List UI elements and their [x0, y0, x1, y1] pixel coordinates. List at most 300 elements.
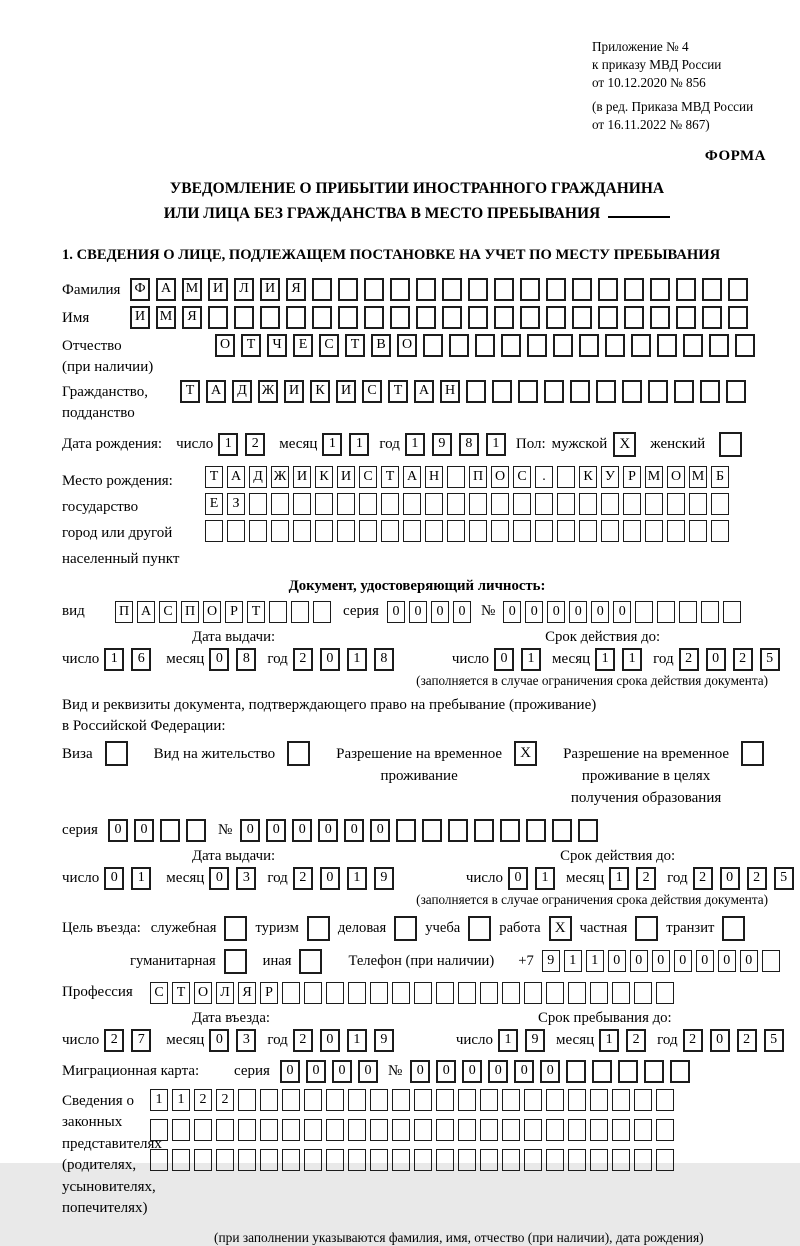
sex-male-checkbox[interactable]: X: [613, 432, 636, 457]
char-box[interactable]: [234, 306, 254, 329]
char-box[interactable]: [605, 334, 625, 357]
char-box[interactable]: [442, 278, 462, 301]
char-box[interactable]: [172, 1119, 190, 1141]
char-box[interactable]: [634, 1089, 652, 1111]
char-box[interactable]: [502, 1149, 520, 1171]
char-box[interactable]: [238, 1089, 256, 1111]
char-box[interactable]: [326, 1149, 344, 1171]
char-box[interactable]: [293, 520, 311, 542]
char-box[interactable]: О: [194, 982, 212, 1004]
char-box[interactable]: 2: [216, 1089, 234, 1111]
char-box[interactable]: [392, 1119, 410, 1141]
char-box[interactable]: [312, 278, 332, 301]
char-box[interactable]: П: [115, 601, 133, 623]
char-box[interactable]: [186, 819, 206, 842]
char-box[interactable]: Е: [293, 334, 313, 357]
char-box[interactable]: [172, 1149, 190, 1171]
char-box[interactable]: 0: [718, 950, 736, 972]
char-box[interactable]: [546, 306, 566, 329]
char-box[interactable]: [557, 466, 575, 488]
char-box[interactable]: 2: [194, 1089, 212, 1111]
char-box[interactable]: 2: [693, 867, 713, 890]
char-box[interactable]: [711, 520, 729, 542]
char-box[interactable]: [442, 306, 462, 329]
char-box[interactable]: Ж: [271, 466, 289, 488]
char-box[interactable]: 0: [706, 648, 726, 671]
char-box[interactable]: С: [513, 466, 531, 488]
char-box[interactable]: [700, 380, 720, 403]
char-box[interactable]: [524, 1149, 542, 1171]
char-box[interactable]: [425, 520, 443, 542]
char-box[interactable]: [338, 278, 358, 301]
char-box[interactable]: [520, 278, 540, 301]
char-box[interactable]: 0: [494, 648, 514, 671]
char-box[interactable]: [579, 520, 597, 542]
char-box[interactable]: [469, 493, 487, 515]
char-box[interactable]: [612, 1089, 630, 1111]
char-box[interactable]: [601, 493, 619, 515]
char-box[interactable]: [513, 493, 531, 515]
char-box[interactable]: С: [159, 601, 177, 623]
char-box[interactable]: 2: [737, 1029, 757, 1052]
char-box[interactable]: [524, 1089, 542, 1111]
char-box[interactable]: [370, 982, 388, 1004]
char-box[interactable]: [535, 493, 553, 515]
char-box[interactable]: [326, 982, 344, 1004]
temp-residence-checkbox[interactable]: X: [514, 741, 537, 766]
char-box[interactable]: [622, 380, 642, 403]
char-box[interactable]: [381, 493, 399, 515]
char-box[interactable]: [579, 334, 599, 357]
char-box[interactable]: [644, 1060, 664, 1083]
char-box[interactable]: [449, 334, 469, 357]
char-box[interactable]: [546, 1149, 564, 1171]
purpose-tourism-checkbox[interactable]: [307, 916, 330, 941]
char-box[interactable]: [304, 1089, 322, 1111]
char-box[interactable]: 0: [547, 601, 565, 623]
char-box[interactable]: 2: [636, 867, 656, 890]
char-box[interactable]: [466, 380, 486, 403]
purpose-transit-checkbox[interactable]: [722, 916, 745, 941]
char-box[interactable]: Т: [205, 466, 223, 488]
char-box[interactable]: [227, 520, 245, 542]
char-box[interactable]: З: [227, 493, 245, 515]
char-box[interactable]: А: [414, 380, 434, 403]
char-box[interactable]: Т: [172, 982, 190, 1004]
char-box[interactable]: [513, 520, 531, 542]
visa-checkbox[interactable]: [105, 741, 128, 766]
char-box[interactable]: [315, 493, 333, 515]
char-box[interactable]: А: [403, 466, 421, 488]
char-box[interactable]: [422, 819, 442, 842]
char-box[interactable]: [216, 1119, 234, 1141]
char-box[interactable]: 1: [347, 1029, 367, 1052]
char-box[interactable]: [403, 493, 421, 515]
char-box[interactable]: [249, 493, 267, 515]
char-box[interactable]: 2: [293, 1029, 313, 1052]
char-box[interactable]: [553, 334, 573, 357]
char-box[interactable]: [570, 380, 590, 403]
char-box[interactable]: [447, 493, 465, 515]
char-box[interactable]: [447, 520, 465, 542]
char-box[interactable]: 0: [409, 601, 427, 623]
char-box[interactable]: К: [579, 466, 597, 488]
char-box[interactable]: [304, 1119, 322, 1141]
char-box[interactable]: 5: [764, 1029, 784, 1052]
char-box[interactable]: [271, 520, 289, 542]
char-box[interactable]: [689, 493, 707, 515]
char-box[interactable]: С: [319, 334, 339, 357]
char-box[interactable]: 0: [630, 950, 648, 972]
char-box[interactable]: [657, 601, 675, 623]
char-box[interactable]: [702, 306, 722, 329]
char-box[interactable]: 1: [218, 433, 238, 456]
char-box[interactable]: 2: [293, 648, 313, 671]
char-box[interactable]: 1: [131, 867, 151, 890]
char-box[interactable]: [568, 1119, 586, 1141]
char-box[interactable]: [392, 1149, 410, 1171]
char-box[interactable]: [598, 278, 618, 301]
char-box[interactable]: [396, 819, 416, 842]
char-box[interactable]: [546, 1119, 564, 1141]
char-box[interactable]: [260, 1119, 278, 1141]
char-box[interactable]: [634, 1119, 652, 1141]
char-box[interactable]: А: [156, 278, 176, 301]
char-box[interactable]: [667, 493, 685, 515]
char-box[interactable]: А: [206, 380, 226, 403]
char-box[interactable]: [414, 1149, 432, 1171]
char-box[interactable]: [447, 466, 465, 488]
char-box[interactable]: 1: [599, 1029, 619, 1052]
char-box[interactable]: [282, 982, 300, 1004]
char-box[interactable]: [762, 950, 780, 972]
char-box[interactable]: [480, 982, 498, 1004]
char-box[interactable]: [390, 278, 410, 301]
char-box[interactable]: 0: [370, 819, 390, 842]
char-box[interactable]: .: [535, 466, 553, 488]
char-box[interactable]: 0: [488, 1060, 508, 1083]
char-box[interactable]: [612, 1119, 630, 1141]
char-box[interactable]: 0: [332, 1060, 352, 1083]
char-box[interactable]: 0: [674, 950, 692, 972]
char-box[interactable]: 0: [431, 601, 449, 623]
char-box[interactable]: Л: [216, 982, 234, 1004]
char-box[interactable]: [480, 1149, 498, 1171]
char-box[interactable]: [414, 1089, 432, 1111]
char-box[interactable]: [612, 1149, 630, 1171]
char-box[interactable]: 0: [320, 648, 340, 671]
char-box[interactable]: [494, 306, 514, 329]
char-box[interactable]: 0: [569, 601, 587, 623]
char-box[interactable]: [709, 334, 729, 357]
char-box[interactable]: [656, 1089, 674, 1111]
char-box[interactable]: Т: [180, 380, 200, 403]
char-box[interactable]: 0: [344, 819, 364, 842]
char-box[interactable]: [448, 819, 468, 842]
char-box[interactable]: С: [362, 380, 382, 403]
purpose-study-checkbox[interactable]: [468, 916, 491, 941]
char-box[interactable]: Т: [345, 334, 365, 357]
char-box[interactable]: [392, 1089, 410, 1111]
char-box[interactable]: 0: [514, 1060, 534, 1083]
char-box[interactable]: О: [397, 334, 417, 357]
char-box[interactable]: [469, 520, 487, 542]
char-box[interactable]: [535, 520, 553, 542]
char-box[interactable]: [468, 278, 488, 301]
char-box[interactable]: [194, 1149, 212, 1171]
char-box[interactable]: 2: [626, 1029, 646, 1052]
char-box[interactable]: [282, 1119, 300, 1141]
char-box[interactable]: [634, 1149, 652, 1171]
char-box[interactable]: [458, 1089, 476, 1111]
char-box[interactable]: 0: [104, 867, 124, 890]
char-box[interactable]: [475, 334, 495, 357]
char-box[interactable]: 1: [609, 867, 629, 890]
char-box[interactable]: [348, 1149, 366, 1171]
char-box[interactable]: [702, 278, 722, 301]
char-box[interactable]: [423, 334, 443, 357]
char-box[interactable]: 0: [710, 1029, 730, 1052]
char-box[interactable]: [370, 1119, 388, 1141]
char-box[interactable]: [458, 1149, 476, 1171]
char-box[interactable]: 0: [740, 950, 758, 972]
char-box[interactable]: И: [337, 466, 355, 488]
char-box[interactable]: [313, 601, 331, 623]
char-box[interactable]: [436, 1119, 454, 1141]
char-box[interactable]: 9: [374, 1029, 394, 1052]
char-box[interactable]: [359, 493, 377, 515]
char-box[interactable]: 0: [209, 1029, 229, 1052]
char-box[interactable]: [216, 1149, 234, 1171]
char-box[interactable]: 1: [322, 433, 342, 456]
char-box[interactable]: 1: [172, 1089, 190, 1111]
char-box[interactable]: [579, 493, 597, 515]
char-box[interactable]: 0: [436, 1060, 456, 1083]
char-box[interactable]: 8: [459, 433, 479, 456]
char-box[interactable]: [557, 493, 575, 515]
char-box[interactable]: [648, 380, 668, 403]
char-box[interactable]: Е: [205, 493, 223, 515]
char-box[interactable]: М: [645, 466, 663, 488]
char-box[interactable]: И: [284, 380, 304, 403]
char-box[interactable]: [728, 278, 748, 301]
char-box[interactable]: [650, 306, 670, 329]
char-box[interactable]: 0: [209, 867, 229, 890]
char-box[interactable]: [403, 520, 421, 542]
char-box[interactable]: 9: [525, 1029, 545, 1052]
char-box[interactable]: [458, 982, 476, 1004]
char-box[interactable]: [674, 380, 694, 403]
char-box[interactable]: [293, 493, 311, 515]
char-box[interactable]: [572, 278, 592, 301]
char-box[interactable]: [670, 1060, 690, 1083]
temp-residence-edu-checkbox[interactable]: [741, 741, 764, 766]
char-box[interactable]: 1: [622, 648, 642, 671]
char-box[interactable]: 0: [292, 819, 312, 842]
char-box[interactable]: 0: [608, 950, 626, 972]
char-box[interactable]: [260, 1149, 278, 1171]
char-box[interactable]: 2: [293, 867, 313, 890]
char-box[interactable]: 1: [347, 648, 367, 671]
char-box[interactable]: 0: [462, 1060, 482, 1083]
char-box[interactable]: Н: [440, 380, 460, 403]
char-box[interactable]: [494, 278, 514, 301]
char-box[interactable]: [249, 520, 267, 542]
char-box[interactable]: [502, 1119, 520, 1141]
char-box[interactable]: [501, 334, 521, 357]
char-box[interactable]: [194, 1119, 212, 1141]
char-box[interactable]: [291, 601, 309, 623]
char-box[interactable]: [502, 1089, 520, 1111]
char-box[interactable]: [590, 1119, 608, 1141]
char-box[interactable]: [683, 334, 703, 357]
char-box[interactable]: [592, 1060, 612, 1083]
char-box[interactable]: [468, 306, 488, 329]
char-box[interactable]: [656, 1119, 674, 1141]
char-box[interactable]: [645, 493, 663, 515]
char-box[interactable]: М: [182, 278, 202, 301]
char-box[interactable]: [676, 278, 696, 301]
char-box[interactable]: [518, 380, 538, 403]
purpose-private-checkbox[interactable]: [635, 916, 658, 941]
char-box[interactable]: [315, 520, 333, 542]
char-box[interactable]: [381, 520, 399, 542]
purpose-work-checkbox[interactable]: X: [549, 916, 572, 941]
char-box[interactable]: 0: [696, 950, 714, 972]
char-box[interactable]: [526, 819, 546, 842]
char-box[interactable]: [238, 1149, 256, 1171]
char-box[interactable]: О: [667, 466, 685, 488]
char-box[interactable]: 6: [131, 648, 151, 671]
char-box[interactable]: Б: [711, 466, 729, 488]
char-box[interactable]: [572, 306, 592, 329]
char-box[interactable]: [568, 1089, 586, 1111]
char-box[interactable]: [414, 982, 432, 1004]
residence-permit-checkbox[interactable]: [287, 741, 310, 766]
char-box[interactable]: [568, 1149, 586, 1171]
char-box[interactable]: И: [260, 278, 280, 301]
char-box[interactable]: О: [203, 601, 221, 623]
char-box[interactable]: [657, 334, 677, 357]
char-box[interactable]: 0: [540, 1060, 560, 1083]
char-box[interactable]: [436, 1089, 454, 1111]
char-box[interactable]: [596, 380, 616, 403]
char-box[interactable]: 3: [236, 867, 256, 890]
char-box[interactable]: [436, 982, 454, 1004]
char-box[interactable]: [500, 819, 520, 842]
char-box[interactable]: [656, 1149, 674, 1171]
char-box[interactable]: М: [689, 466, 707, 488]
char-box[interactable]: [634, 982, 652, 1004]
char-box[interactable]: [623, 520, 641, 542]
char-box[interactable]: 0: [306, 1060, 326, 1083]
purpose-other-checkbox[interactable]: [299, 949, 322, 974]
char-box[interactable]: [370, 1149, 388, 1171]
char-box[interactable]: [492, 380, 512, 403]
char-box[interactable]: И: [130, 306, 150, 329]
char-box[interactable]: 2: [245, 433, 265, 456]
char-box[interactable]: [480, 1089, 498, 1111]
char-box[interactable]: [304, 982, 322, 1004]
char-box[interactable]: 3: [236, 1029, 256, 1052]
char-box[interactable]: [689, 520, 707, 542]
char-box[interactable]: [590, 1149, 608, 1171]
char-box[interactable]: [590, 982, 608, 1004]
char-box[interactable]: [520, 306, 540, 329]
char-box[interactable]: [271, 493, 289, 515]
char-box[interactable]: 8: [374, 648, 394, 671]
char-box[interactable]: [312, 306, 332, 329]
char-box[interactable]: [348, 1119, 366, 1141]
char-box[interactable]: [260, 306, 280, 329]
char-box[interactable]: 0: [108, 819, 128, 842]
char-box[interactable]: [735, 334, 755, 357]
char-box[interactable]: 1: [586, 950, 604, 972]
char-box[interactable]: 1: [486, 433, 506, 456]
char-box[interactable]: М: [156, 306, 176, 329]
char-box[interactable]: К: [315, 466, 333, 488]
char-box[interactable]: [425, 493, 443, 515]
char-box[interactable]: 1: [595, 648, 615, 671]
char-box[interactable]: [544, 380, 564, 403]
char-box[interactable]: [282, 1149, 300, 1171]
char-box[interactable]: В: [371, 334, 391, 357]
char-box[interactable]: [160, 819, 180, 842]
char-box[interactable]: О: [491, 466, 509, 488]
char-box[interactable]: [645, 520, 663, 542]
char-box[interactable]: 0: [280, 1060, 300, 1083]
char-box[interactable]: 1: [564, 950, 582, 972]
char-box[interactable]: 0: [508, 867, 528, 890]
char-box[interactable]: [502, 982, 520, 1004]
purpose-business-checkbox[interactable]: [394, 916, 417, 941]
char-box[interactable]: [150, 1119, 168, 1141]
char-box[interactable]: [650, 278, 670, 301]
char-box[interactable]: Я: [182, 306, 202, 329]
char-box[interactable]: Н: [425, 466, 443, 488]
char-box[interactable]: [337, 520, 355, 542]
char-box[interactable]: 1: [498, 1029, 518, 1052]
char-box[interactable]: 0: [240, 819, 260, 842]
char-box[interactable]: [723, 601, 741, 623]
char-box[interactable]: [390, 306, 410, 329]
char-box[interactable]: Л: [234, 278, 254, 301]
char-box[interactable]: [304, 1149, 322, 1171]
char-box[interactable]: 5: [774, 867, 794, 890]
char-box[interactable]: Ч: [267, 334, 287, 357]
char-box[interactable]: [527, 334, 547, 357]
char-box[interactable]: [337, 493, 355, 515]
char-box[interactable]: [701, 601, 719, 623]
char-box[interactable]: 1: [521, 648, 541, 671]
char-box[interactable]: [524, 982, 542, 1004]
char-box[interactable]: Т: [388, 380, 408, 403]
char-box[interactable]: Т: [381, 466, 399, 488]
char-box[interactable]: [552, 819, 572, 842]
char-box[interactable]: [676, 306, 696, 329]
char-box[interactable]: [370, 1089, 388, 1111]
char-box[interactable]: 0: [358, 1060, 378, 1083]
char-box[interactable]: К: [310, 380, 330, 403]
sex-female-checkbox[interactable]: [719, 432, 742, 457]
char-box[interactable]: [679, 601, 697, 623]
char-box[interactable]: Ф: [130, 278, 150, 301]
char-box[interactable]: 0: [525, 601, 543, 623]
char-box[interactable]: С: [150, 982, 168, 1004]
char-box[interactable]: [491, 520, 509, 542]
char-box[interactable]: 0: [410, 1060, 430, 1083]
char-box[interactable]: [348, 1089, 366, 1111]
